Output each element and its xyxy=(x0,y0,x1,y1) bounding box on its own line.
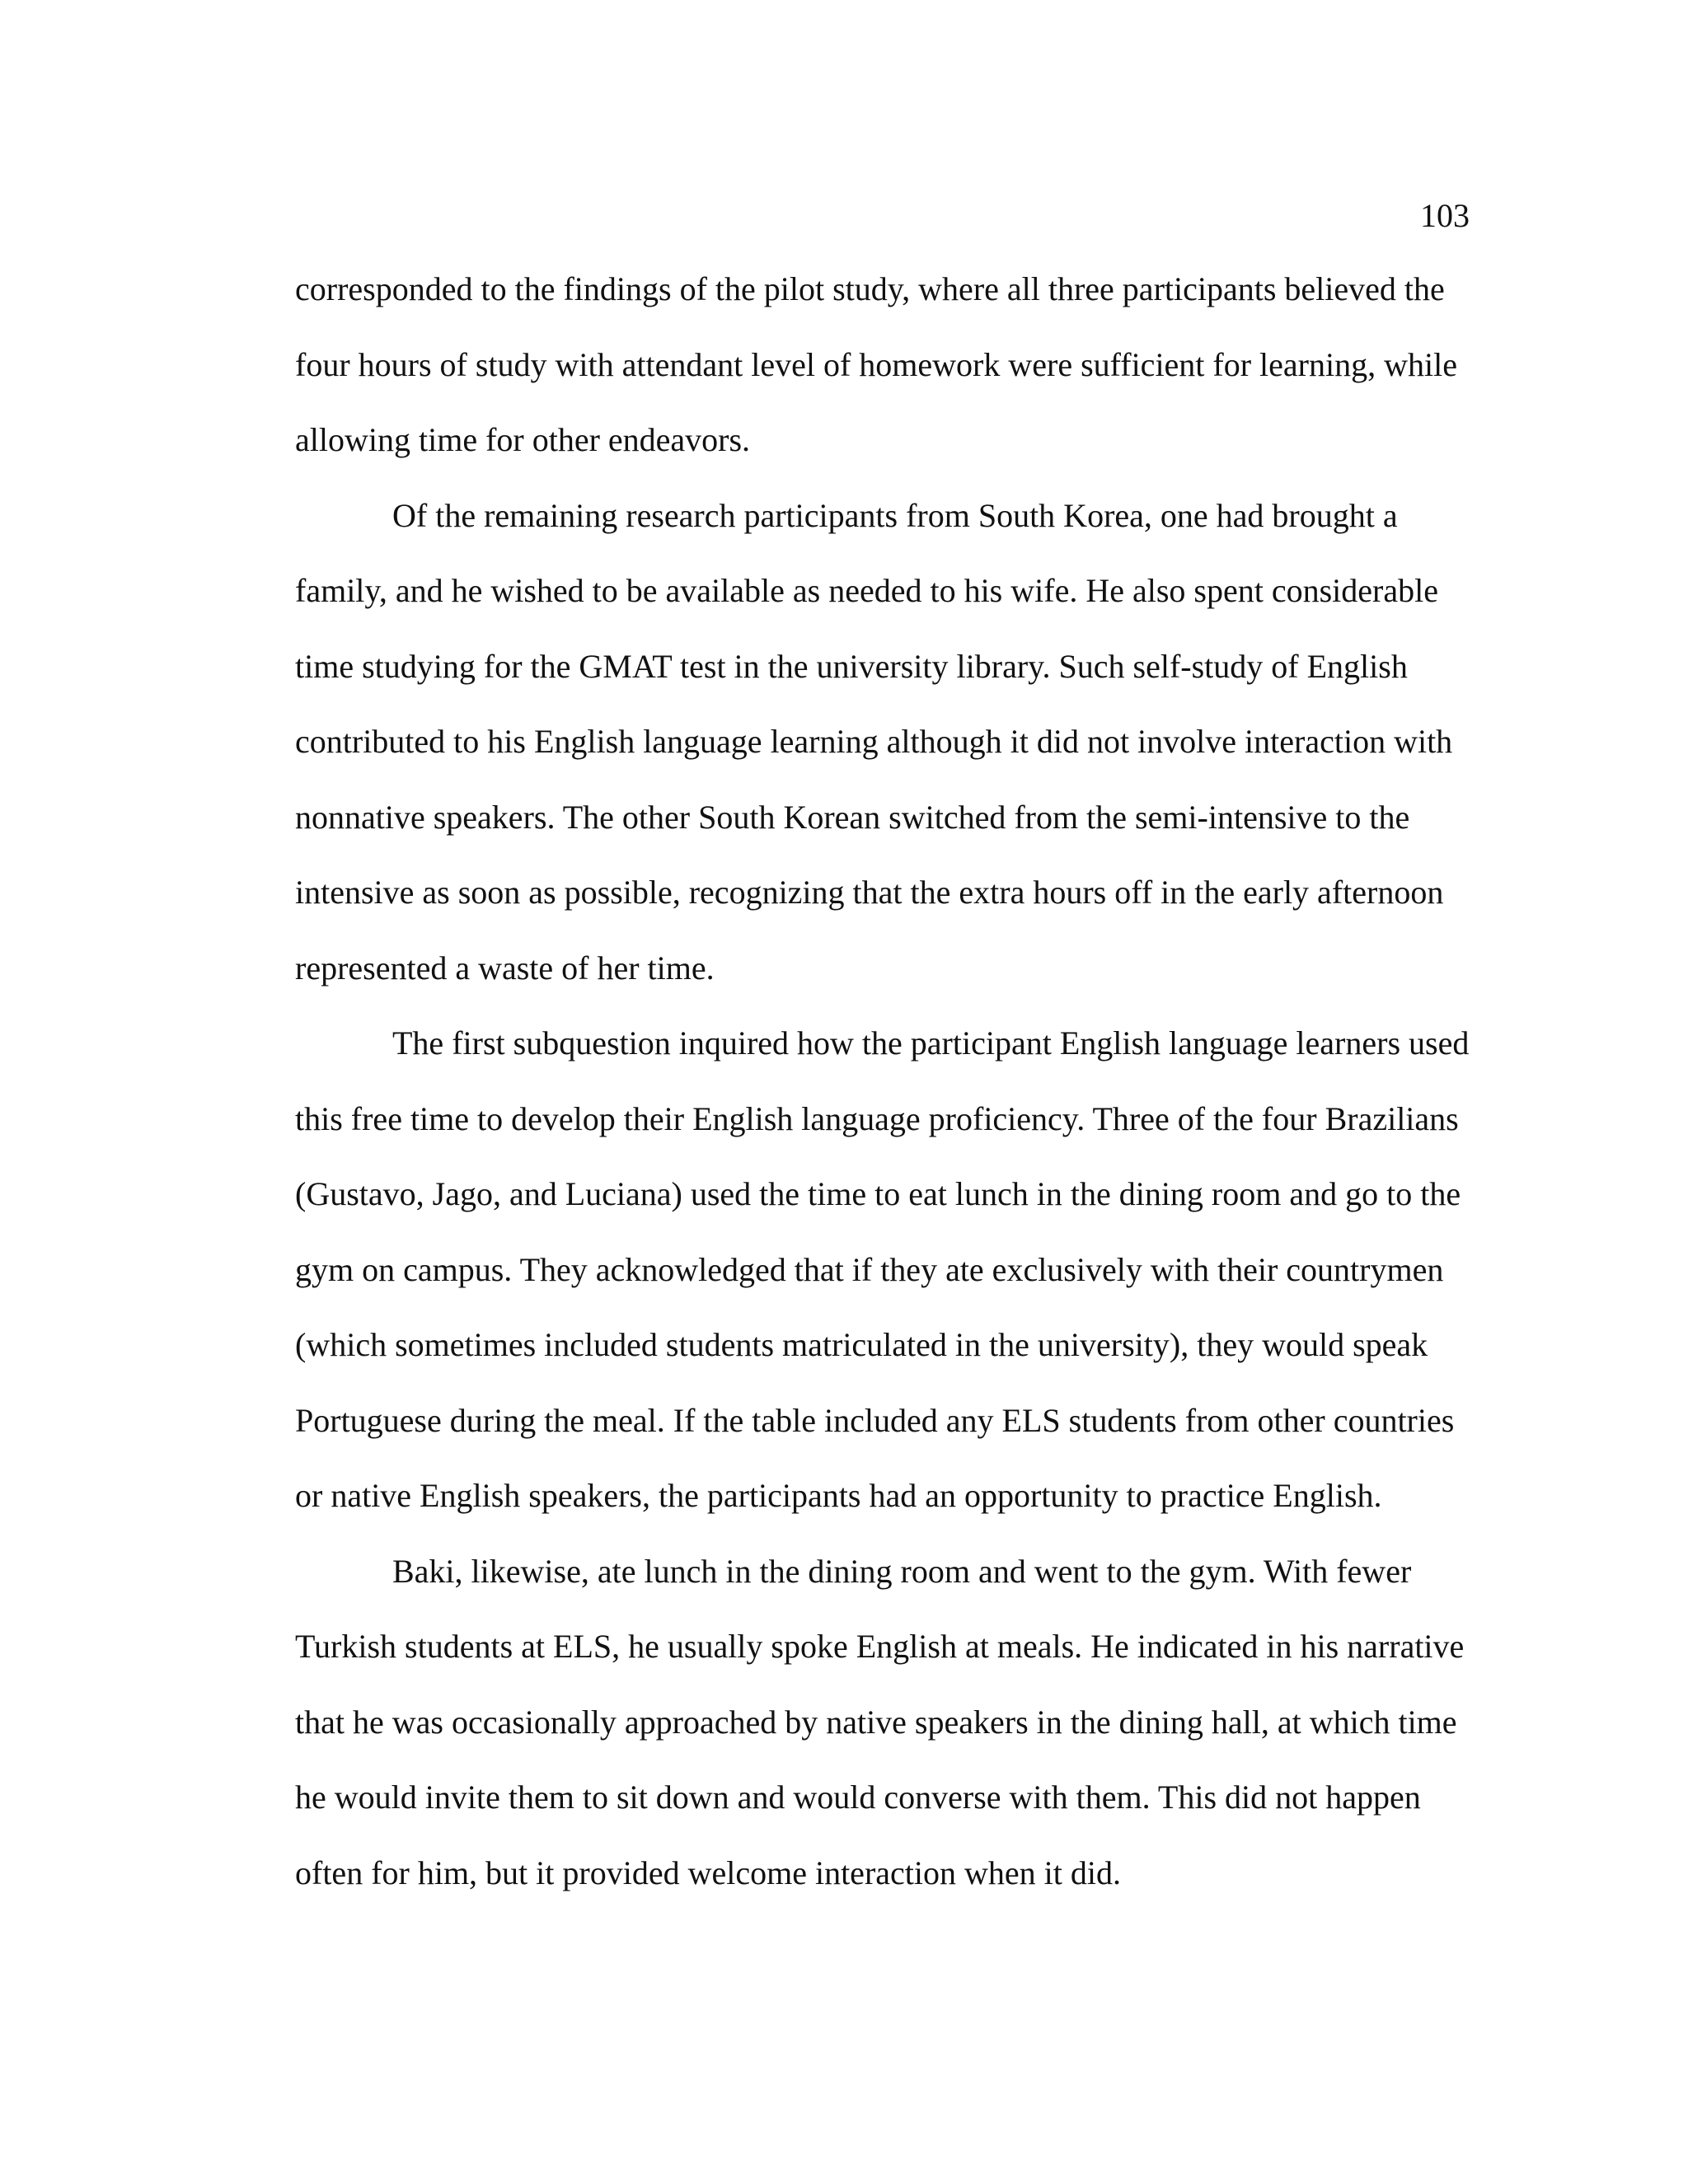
text-line: intensive as soon as possible, recognizing that the extra hours off in the early afternoon xyxy=(295,874,1444,911)
text-line: contributed to his English language learning although it did not involve interaction with xyxy=(295,723,1453,760)
text-line: four hours of study with attendant level of homework were sufficient for learning, while xyxy=(295,345,1457,383)
text-line: corresponded to the findings of the pilot study, where all three participants believed the xyxy=(295,270,1445,307)
text-line: (Gustavo, Jago, and Luciana) used the time to eat lunch in the dining room and go to the xyxy=(295,1175,1461,1212)
text-line: Baki, likewise, ate lunch in the dining room and went to the gym. With fewer xyxy=(392,1552,1412,1590)
text-line: (which sometimes included students matriculated in the university), they would speak xyxy=(295,1326,1428,1363)
text-line: allowing time for other endeavors. xyxy=(295,421,751,458)
page-number: 103 xyxy=(1420,197,1470,234)
text-line: Portuguese during the meal. If the table included any ELS students from other countries xyxy=(295,1401,1455,1439)
text-line: this free time to develop their English language proficiency. Three of the four Brazilians xyxy=(295,1099,1459,1137)
text-line: The first subquestion inquired how the participant English language learners used xyxy=(392,1024,1470,1062)
text-line: that he was occasionally approached by native speakers in the dining hall, at which time xyxy=(295,1703,1457,1741)
text-line: family, and he wished to be available as needed to his wife. He also spent considerable xyxy=(295,572,1438,609)
text-line: represented a waste of her time. xyxy=(295,949,715,987)
text-line: gym on campus. They acknowledged that if they ate exclusively with their countrymen xyxy=(295,1250,1444,1288)
body-text xyxy=(295,251,1482,1910)
text-line: he would invite them to sit down and would converse with them. This did not happen xyxy=(295,1779,1421,1816)
text-line: often for him, but it provided welcome interaction when it did. xyxy=(295,1854,1121,1891)
text-line: time studying for the GMAT test in the university library. Such self-study of English xyxy=(295,647,1408,685)
text-line: or native English speakers, the participants had an opportunity to practice English. xyxy=(295,1477,1382,1514)
text-line: nonnative speakers. The other South Korean switched from the semi-intensive to the xyxy=(295,798,1410,836)
text-line: Turkish students at ELS, he usually spoke English at meals. He indicated in his narrative xyxy=(295,1628,1465,1665)
text-line: Of the remaining research participants from South Korea, one had brought a xyxy=(392,496,1398,534)
